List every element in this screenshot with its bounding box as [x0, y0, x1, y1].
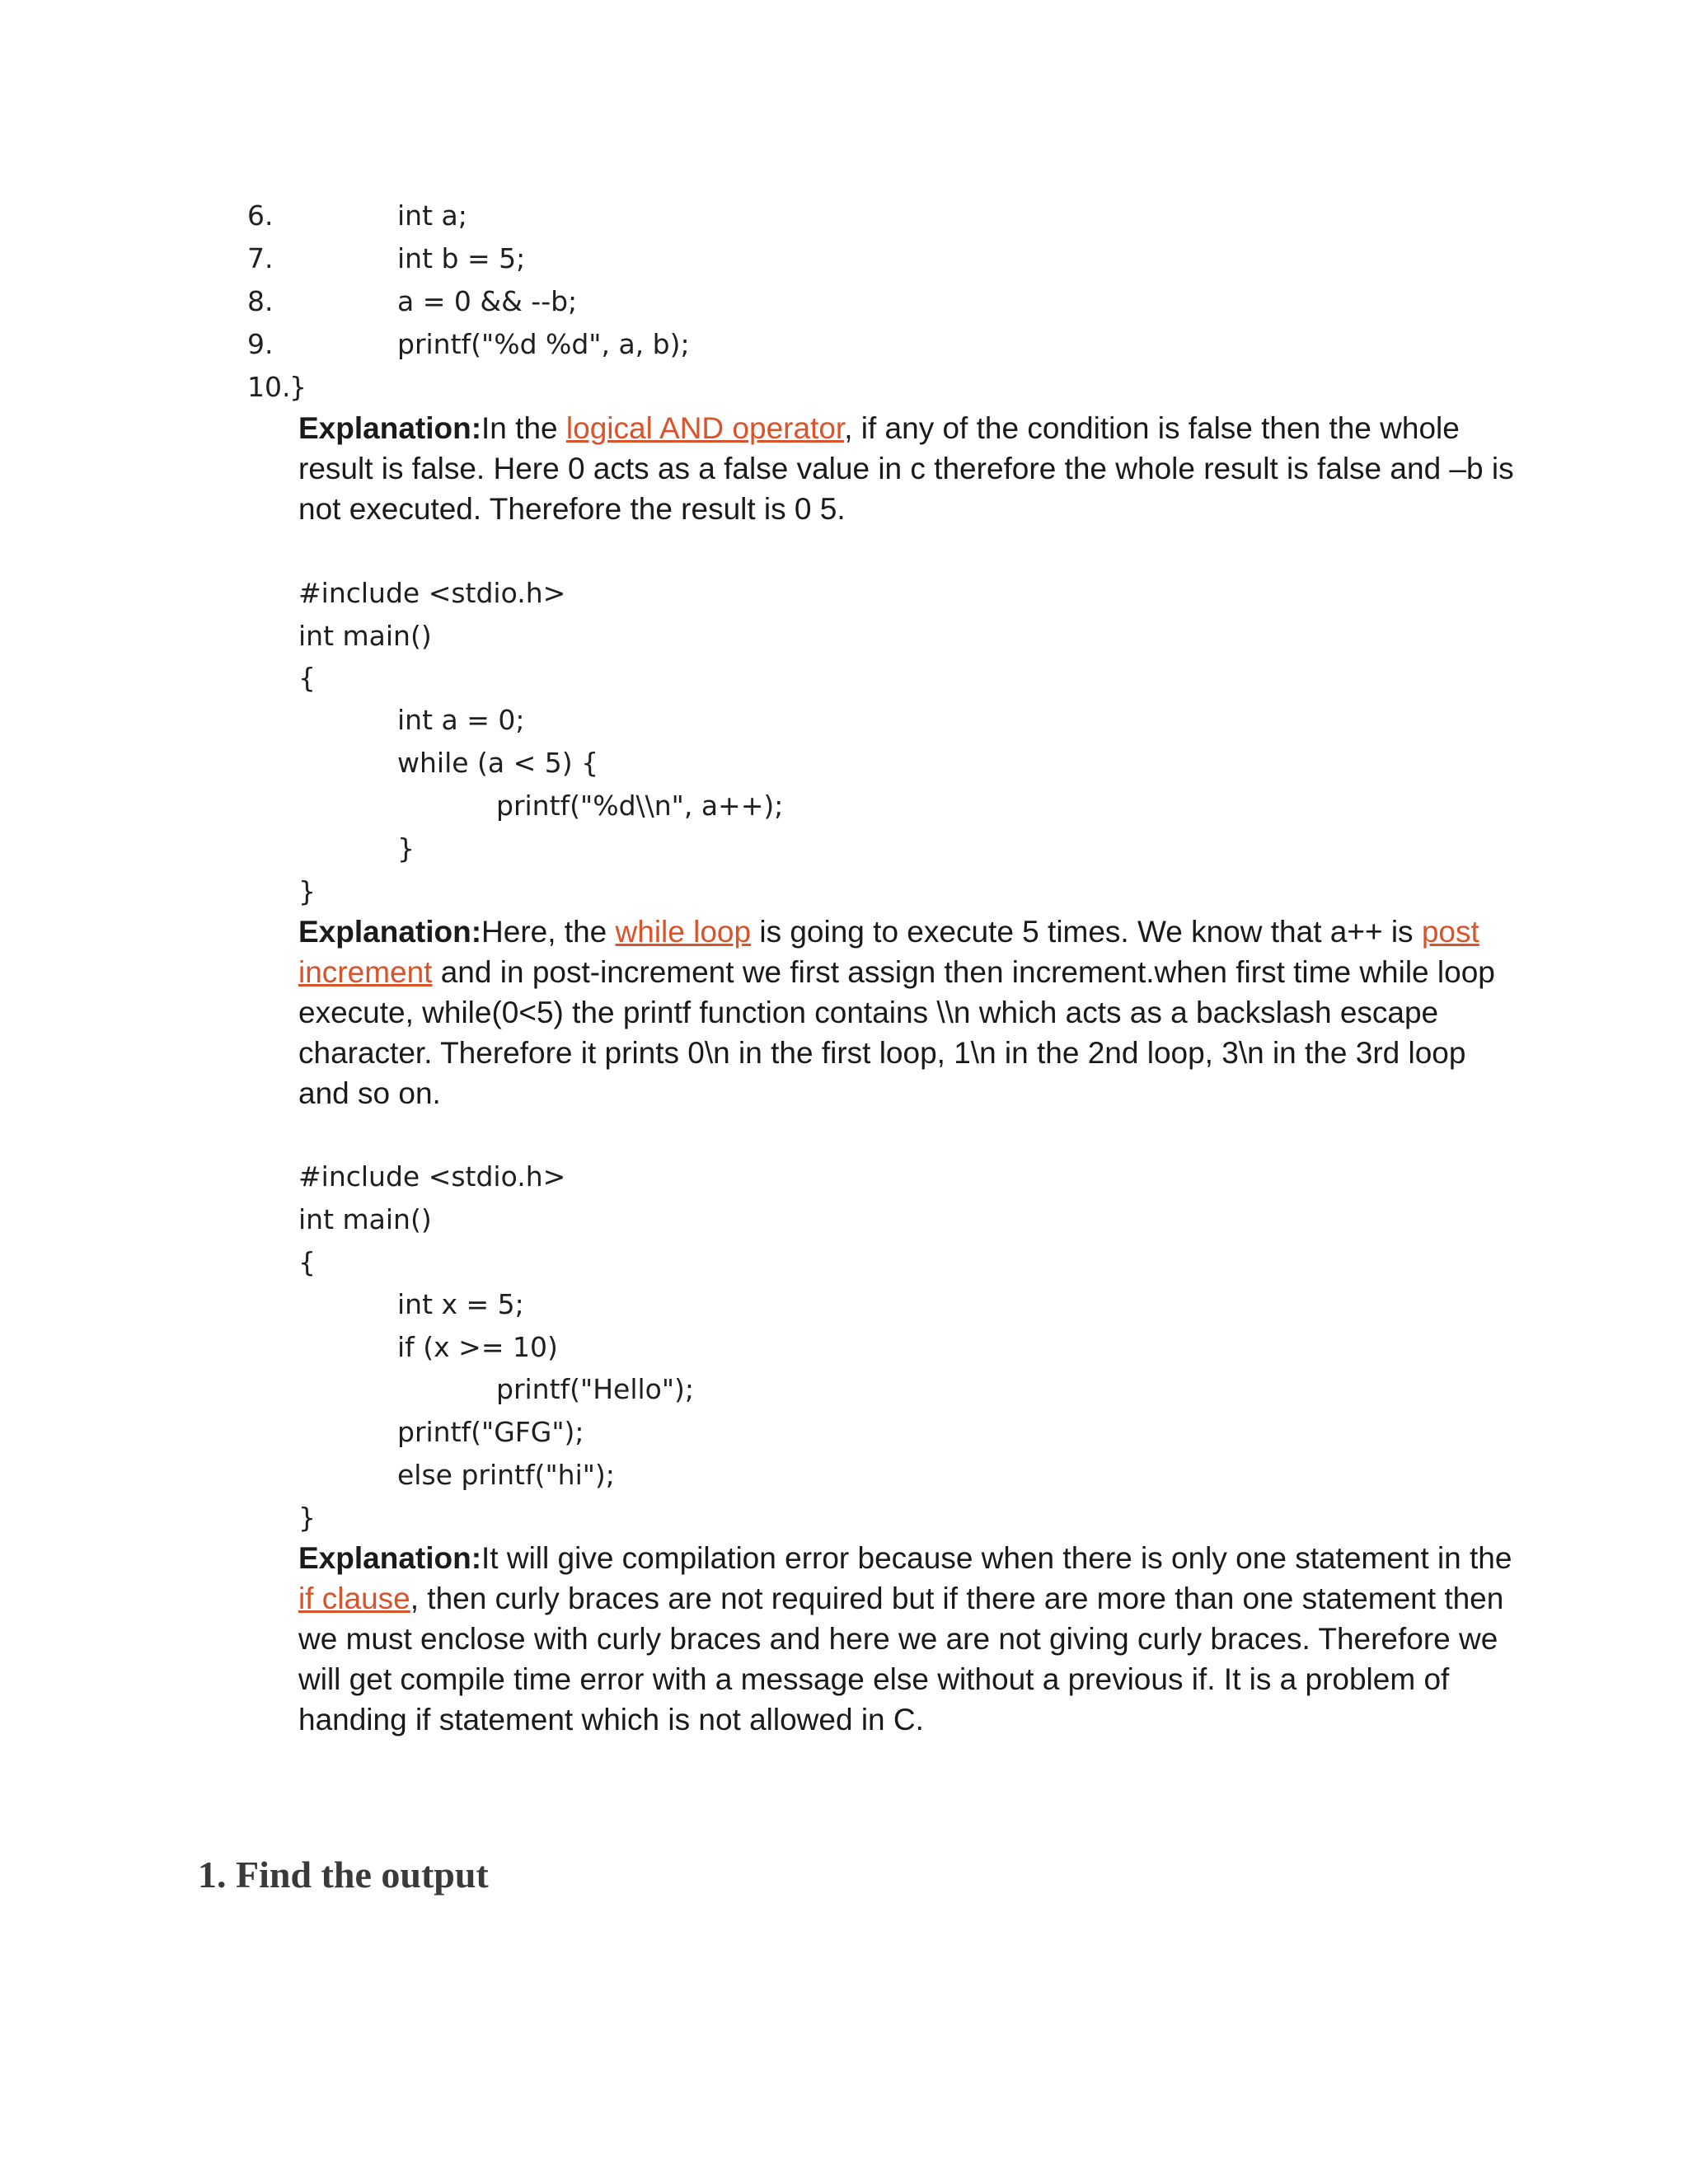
explanation-label: Explanation:: [298, 1541, 482, 1575]
code-line: }: [397, 832, 415, 865]
code-line: #include <stdio.h>: [298, 1160, 566, 1193]
code-line: int x = 5;: [397, 1288, 524, 1320]
post-increment-link[interactable]: post increment: [298, 915, 1479, 989]
explanation-text: is going to execute 5 times. We know that a++ is: [751, 915, 1422, 949]
explanation-1: [298, 408, 1518, 529]
explanation-text: , if any of the condition is false then the whole result is false. Here 0 acts as a false value in c therefore the whole result is false and –b is not executed. Therefore the result is 0 5.: [298, 411, 1514, 526]
code-line: else printf("hi");: [397, 1459, 615, 1491]
code-line: printf("%d\\n", a++);: [496, 790, 784, 822]
line-number: 8.: [247, 285, 274, 317]
code-line: printf("%d %d", a, b);: [397, 328, 690, 360]
code-line: {: [298, 1246, 316, 1278]
explanation-label: Explanation:: [298, 915, 482, 949]
explanation-text: and in post-increment we first assign then increment.when first time while loop execute, while(0<5) the printf function contains \\n which acts as a backslash escape character. Therefore it prints 0\n in the first loop, 1\n in the 2nd loop, 3\n in the 3rd loop and so on.: [298, 955, 1495, 1110]
code-line: #include <stdio.h>: [298, 577, 566, 609]
explanation-text: It will give compilation error because when there is only one statement in the: [481, 1541, 1512, 1575]
line-number: 7.: [247, 242, 274, 274]
code-line: if (x >= 10): [397, 1331, 558, 1363]
code-line: printf("GFG");: [397, 1416, 584, 1448]
code-line: while (a < 5) {: [397, 747, 599, 779]
code-line: a = 0 && --b;: [397, 285, 578, 317]
code-line: }: [298, 1502, 316, 1534]
logical-and-operator-link[interactable]: logical AND operator: [565, 411, 845, 445]
line-number: 10.: [247, 371, 291, 403]
explanation-text: Here, the: [481, 915, 616, 949]
code-line: int a = 0;: [397, 704, 525, 736]
explanation-2: [298, 912, 1518, 1113]
explanation-text: In the: [481, 411, 566, 445]
code-line: }: [298, 875, 316, 907]
line-number: 6.: [247, 199, 274, 232]
code-line: int main(): [298, 620, 432, 652]
explanation-3: [298, 1538, 1518, 1740]
section-heading: 1. Find the output: [198, 1854, 489, 1896]
line-number: 9.: [247, 328, 274, 360]
if-clause-link[interactable]: if clause: [298, 1582, 410, 1615]
code-line: }: [289, 371, 307, 403]
code-line: int main(): [298, 1203, 432, 1235]
explanation-text: , then curly braces are not required but if there are more than one statement then we must enclose with curly braces and here we are not giving curly braces. Therefore we will get compile time error with a message else without a previous if. It is a problem of handing if statement which is not allowed in C.: [298, 1582, 1504, 1736]
while-loop-link[interactable]: while loop: [615, 915, 752, 949]
code-line: {: [298, 662, 316, 694]
code-line: int a;: [397, 199, 467, 232]
code-line: int b = 5;: [397, 242, 526, 274]
explanation-label: Explanation:: [298, 411, 482, 445]
code-line: printf("Hello");: [496, 1373, 695, 1405]
